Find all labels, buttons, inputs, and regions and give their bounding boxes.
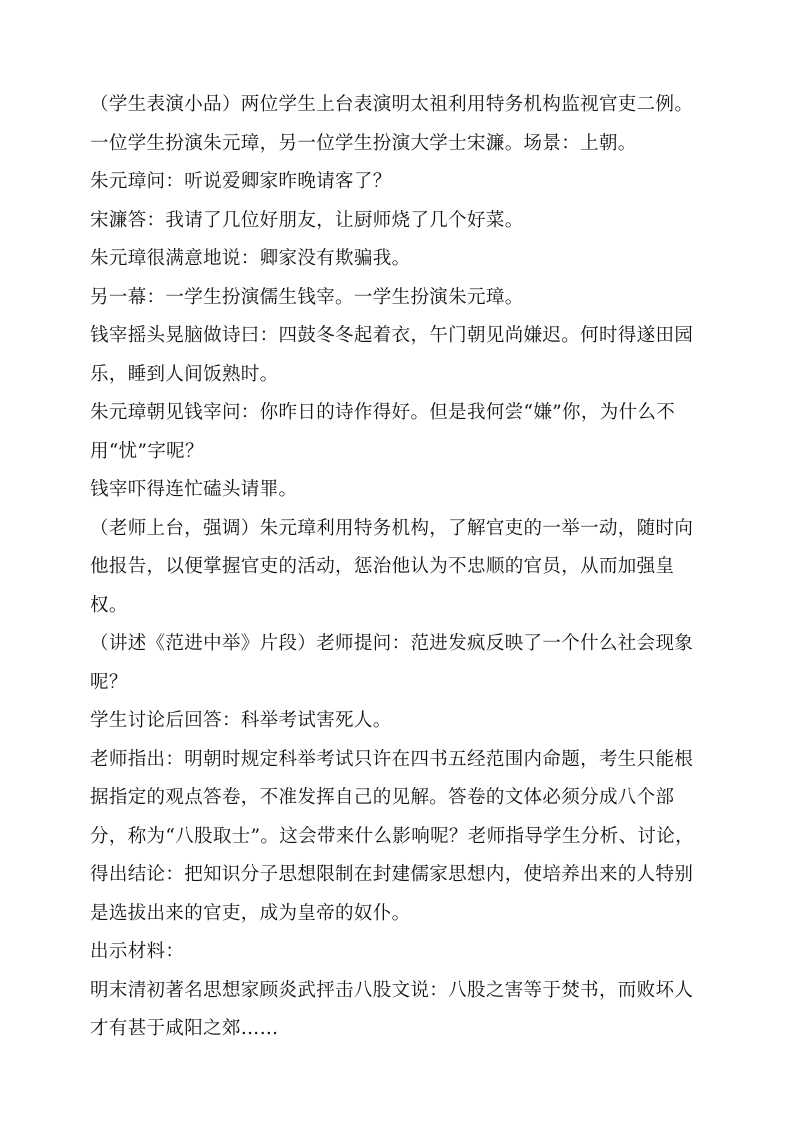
paragraph-qian-poem: 钱宰摇头晃脑做诗曰：四鼓冬冬起着衣，午门朝见尚嫌迟。何时得遂田园乐，睡到人间饭熟时。	[90, 325, 694, 385]
paragraph-qian-apologizes: 钱宰吓得连忙磕头请罪。	[90, 479, 298, 500]
paragraph-second-scene: 另一幕：一学生扮演儒生钱宰。一学生扮演朱元璋。	[90, 286, 524, 308]
paragraph-zhu-satisfied: 朱元璋很满意地说：卿家没有欺骗我。	[90, 248, 411, 269]
paragraph-song-answer: 宋濂答：我请了几位好朋友，让厨师烧了几个好菜。	[90, 209, 524, 231]
paragraph-show-material: 出示材料：	[90, 941, 185, 962]
paragraph-student-answer: 学生讨论后回答：科举考试害死人。	[90, 710, 392, 731]
paragraph-gu-yanwu-quote: 明末清初著名思想家顾炎武抨击八股文说：八股之害等于焚书，而败坏人才有甚于咸阳之郊……	[90, 979, 694, 1039]
paragraph-zhu-asks-qian: 朱元璋朝见钱宰问：你昨日的诗作得好。但是我何尝“嫌”你，为什么不用“忧”字呢？	[90, 402, 676, 462]
paragraph-teacher-emphasis: （老师上台，强调）朱元璋利用特务机构，了解官吏的一举一动，随时向他报告，以便掌握官吏的活动，惩治他认为不忠顺的官员，从而加强皇权。	[90, 517, 694, 616]
document-body	[90, 86, 704, 1049]
paragraph-roles: 一位学生扮演朱元璋，另一位学生扮演大学士宋濂。场景：上朝。	[90, 132, 637, 154]
paragraph-zhu-question: 朱元璋问：听说爱卿家昨晚请客了？	[90, 171, 392, 192]
paragraph-fan-jin-question: （讲述《范进中举》片段）老师提问：范进发疯反映了一个什么社会现象呢？	[90, 633, 694, 693]
paragraph-teacher-points-out: 老师指出：明朝时规定科举考试只许在四书五经范围内命题，考生只能根据指定的观点答卷，不准发挥自己的见解。答卷的文体必须分成八个部分，称为“八股取士”。这会带来什么影响呢？老师指导学生分析、讨论，得出结论：把知识分子思想限制在封建儒家思想内，使培养出来的人特别是选拔出来的官吏，成为皇帝的奴仆。	[90, 748, 694, 924]
paragraph-skit-intro: （学生表演小品）两位学生上台表演明太祖利用特务机构监视官吏二例。	[90, 94, 694, 115]
